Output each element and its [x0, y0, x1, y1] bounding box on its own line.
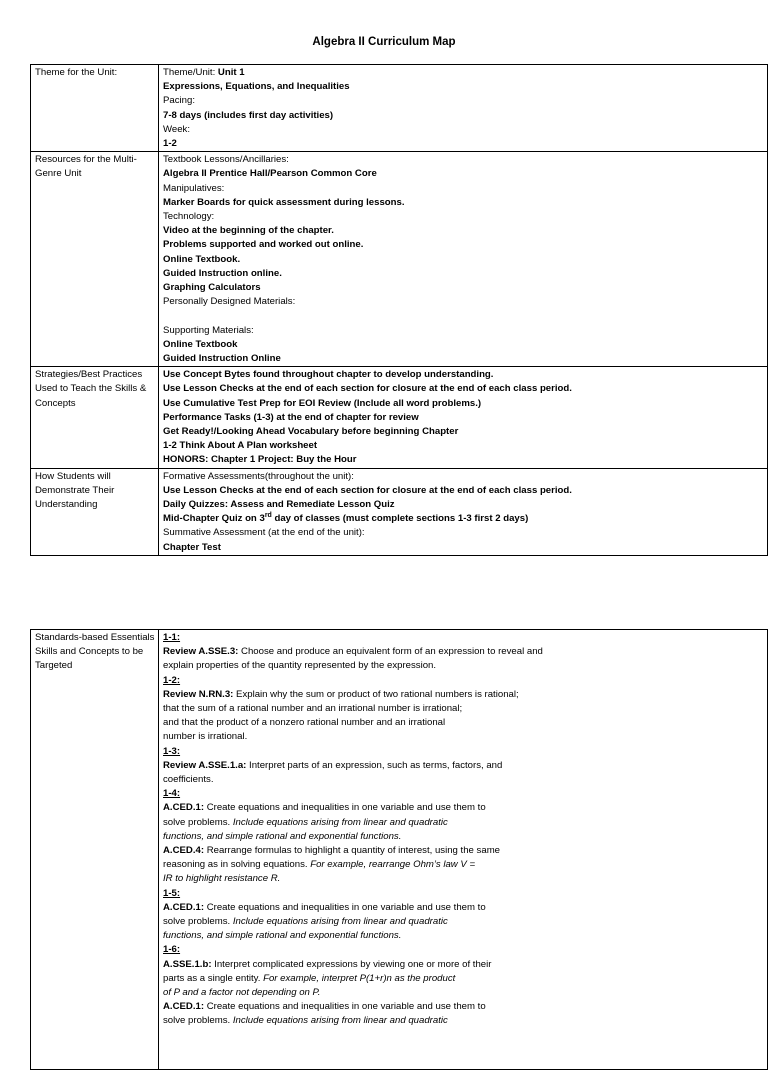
- list-item: Get Ready!/Looking Ahead Vocabulary before beginning Chapter: [163, 426, 459, 438]
- table-row-strategies: [31, 367, 768, 468]
- standard-text: solve problems.: [163, 816, 233, 828]
- mid-chapter-quiz: [163, 512, 764, 526]
- standard-line: [163, 688, 764, 702]
- week-label: Week:: [163, 123, 191, 135]
- assessment-cell: [159, 468, 768, 555]
- standard-text: solve problems.: [163, 916, 233, 928]
- standard-example: For example, rearrange Ohm’s law V =: [310, 859, 476, 871]
- standard-line: functions, and simple rational and exponential functions.: [163, 830, 402, 842]
- table-row-assessment: [31, 468, 768, 555]
- manipulatives-label: Manipulatives:: [163, 182, 225, 194]
- section-heading: 1-1:: [163, 632, 181, 643]
- standard-example: Include equations arising from linear and quadratic: [232, 816, 448, 828]
- standard-line: and that the product of a nonzero rational number and an irrational: [163, 717, 446, 729]
- section-heading: 1-2:: [163, 674, 181, 686]
- list-item: Use Lesson Checks at the end of each section for closure at the end of each class period.: [163, 484, 572, 496]
- technology-label: Technology:: [163, 211, 215, 223]
- standard-line: coefficients.: [163, 774, 214, 786]
- standard-text: reasoning as in solving equations.: [163, 859, 311, 871]
- list-item: 1-2 Think About A Plan worksheet: [163, 440, 318, 452]
- standard-line: of P and a factor not depending on P.: [163, 987, 321, 999]
- week-value: 1-2: [163, 138, 177, 150]
- standard-example: Include equations arising from linear and quadratic: [232, 1015, 448, 1027]
- formative-label: Formative Assessments(throughout the unit):: [163, 470, 354, 482]
- standard-text: Choose and produce an equivalent form of an expression to reveal and: [238, 646, 543, 658]
- standard-code: A.SSE.1.b:: [163, 958, 212, 970]
- standard-text: Explain why the sum or product of two rational numbers is rational;: [233, 688, 519, 700]
- unit-overview-table: [30, 64, 768, 556]
- page-title: Algebra II Curriculum Map: [312, 36, 456, 48]
- list-item: Daily Quizzes: Assess and Remediate Lesson Quiz: [163, 499, 395, 511]
- textbook-value: Algebra II Prentice Hall/Pearson Common Core: [163, 168, 377, 180]
- standard-code: A.CED.1:: [163, 901, 205, 913]
- theme-cell: [159, 65, 768, 152]
- standard-code: A.CED.1:: [163, 802, 205, 814]
- row-header-standards: Standards-based Essentials Skills and Concepts to be Targeted: [31, 630, 159, 1070]
- standard-line: IR to highlight resistance R.: [163, 873, 281, 885]
- list-item: Graphing Calculators: [163, 282, 261, 294]
- standard-code: A.CED.4:: [163, 845, 205, 857]
- standard-code: A.CED.1:: [163, 1001, 205, 1013]
- row-header-strategies: Strategies/Best Practices Used to Teach the Skills & Concepts: [31, 367, 159, 468]
- list-item: Online Textbook: [163, 338, 238, 350]
- mid-quiz-sup: rd: [264, 512, 272, 520]
- standard-line: [163, 915, 764, 929]
- manipulatives-value: Marker Boards for quick assessment during lessons.: [163, 196, 405, 208]
- standard-line: [163, 801, 764, 815]
- pacing-label: Pacing:: [163, 95, 195, 107]
- standard-line: [163, 958, 764, 972]
- list-item: Video at the beginning of the chapter.: [163, 225, 334, 237]
- standard-text: Create equations and inequalities in one variable and use them to: [204, 901, 486, 913]
- row-header-assessment: How Students will Demonstrate Their Understanding: [31, 468, 159, 555]
- theme-line: [163, 66, 764, 80]
- strategies-cell: [159, 367, 768, 468]
- pacing-value: 7-8 days (includes first day activities): [163, 109, 334, 121]
- list-item: HONORS: Chapter 1 Project: Buy the Hour: [163, 454, 357, 466]
- standard-line: [163, 1014, 764, 1028]
- list-item: Use Concept Bytes found throughout chapter to develop understanding.: [163, 369, 494, 381]
- standard-line: [163, 816, 764, 830]
- standard-line: [163, 645, 764, 659]
- mid-quiz-text-2: day of classes (must complete sections 1-3 first 2 days): [271, 513, 529, 525]
- standard-line: number is irrational.: [163, 731, 248, 743]
- standard-example: Include equations arising from linear and quadratic: [232, 916, 448, 928]
- row-header-resources: Resources for the Multi-Genre Unit: [31, 152, 159, 367]
- textbook-label: Textbook Lessons/Ancillaries:: [163, 154, 289, 166]
- section-heading: 1-3:: [163, 745, 181, 757]
- standard-text: Interpret parts of an expression, such as terms, factors, and: [246, 759, 503, 771]
- table-row-theme: [31, 65, 768, 152]
- standard-code: Review A.SSE.1.a:: [163, 759, 247, 771]
- section-heading: 1-4:: [163, 788, 181, 800]
- theme-name: Expressions, Equations, and Inequalities: [163, 81, 350, 93]
- standard-text: Rearrange formulas to highlight a quantity of interest, using the same: [204, 845, 501, 857]
- standard-line: explain properties of the quantity represented by the expression.: [163, 660, 437, 672]
- standard-line: [163, 844, 764, 858]
- standards-table: [30, 629, 768, 1070]
- theme-value: Unit 1: [217, 67, 245, 78]
- row-header-theme: Theme for the Unit:: [31, 65, 159, 152]
- spacer: [163, 309, 764, 323]
- standard-line: [163, 972, 764, 986]
- summative-label: Summative Assessment (at the end of the unit):: [163, 527, 365, 539]
- list-item: Problems supported and worked out online.: [163, 239, 364, 251]
- list-item: Performance Tasks (1-3) at the end of chapter for review: [163, 411, 419, 423]
- standard-text: Interpret complicated expressions by viewing one or more of their: [211, 958, 492, 970]
- standard-code: Review N.RN.3:: [163, 688, 234, 700]
- standard-text: Create equations and inequalities in one variable and use them to: [204, 1001, 486, 1013]
- standard-text: Create equations and inequalities in one variable and use them to: [204, 802, 486, 814]
- personal-materials-label: Personally Designed Materials:: [163, 296, 296, 308]
- section-heading: 1-6:: [163, 944, 181, 956]
- standard-example: For example, interpret P(1+r)n as the product: [263, 972, 456, 984]
- supporting-label: Supporting Materials:: [163, 324, 254, 336]
- section-heading: 1-5:: [163, 887, 181, 899]
- standard-line: that the sum of a rational number and an irrational number is irrational;: [163, 703, 463, 715]
- standard-line: [163, 901, 764, 915]
- standard-code: Review A.SSE.3:: [163, 646, 239, 658]
- list-item: Guided Instruction online.: [163, 267, 282, 279]
- list-item: Use Lesson Checks at the end of each section for closure at the end of each class period.: [163, 383, 572, 395]
- standard-text: solve problems.: [163, 1015, 233, 1027]
- spacer: [163, 1029, 764, 1069]
- summative-value: Chapter Test: [163, 541, 221, 553]
- list-item: Online Textbook.: [163, 253, 241, 265]
- standard-line: [163, 759, 764, 773]
- standards-cell: [159, 630, 768, 1070]
- table-row-standards: [31, 630, 768, 1070]
- standard-line: functions, and simple rational and exponential functions.: [163, 930, 402, 942]
- standard-line: [163, 858, 764, 872]
- mid-quiz-text: Mid-Chapter Quiz on 3: [163, 513, 265, 525]
- list-item: Guided Instruction Online: [163, 353, 281, 365]
- theme-label: Theme/Unit:: [163, 67, 218, 78]
- standard-line: [163, 1000, 764, 1014]
- standard-text: parts as a single entity.: [163, 972, 264, 984]
- list-item: Use Cumulative Test Prep for EOI Review (Include all word problems.): [163, 397, 482, 409]
- table-row-resources: [31, 152, 768, 367]
- resources-cell: [159, 152, 768, 367]
